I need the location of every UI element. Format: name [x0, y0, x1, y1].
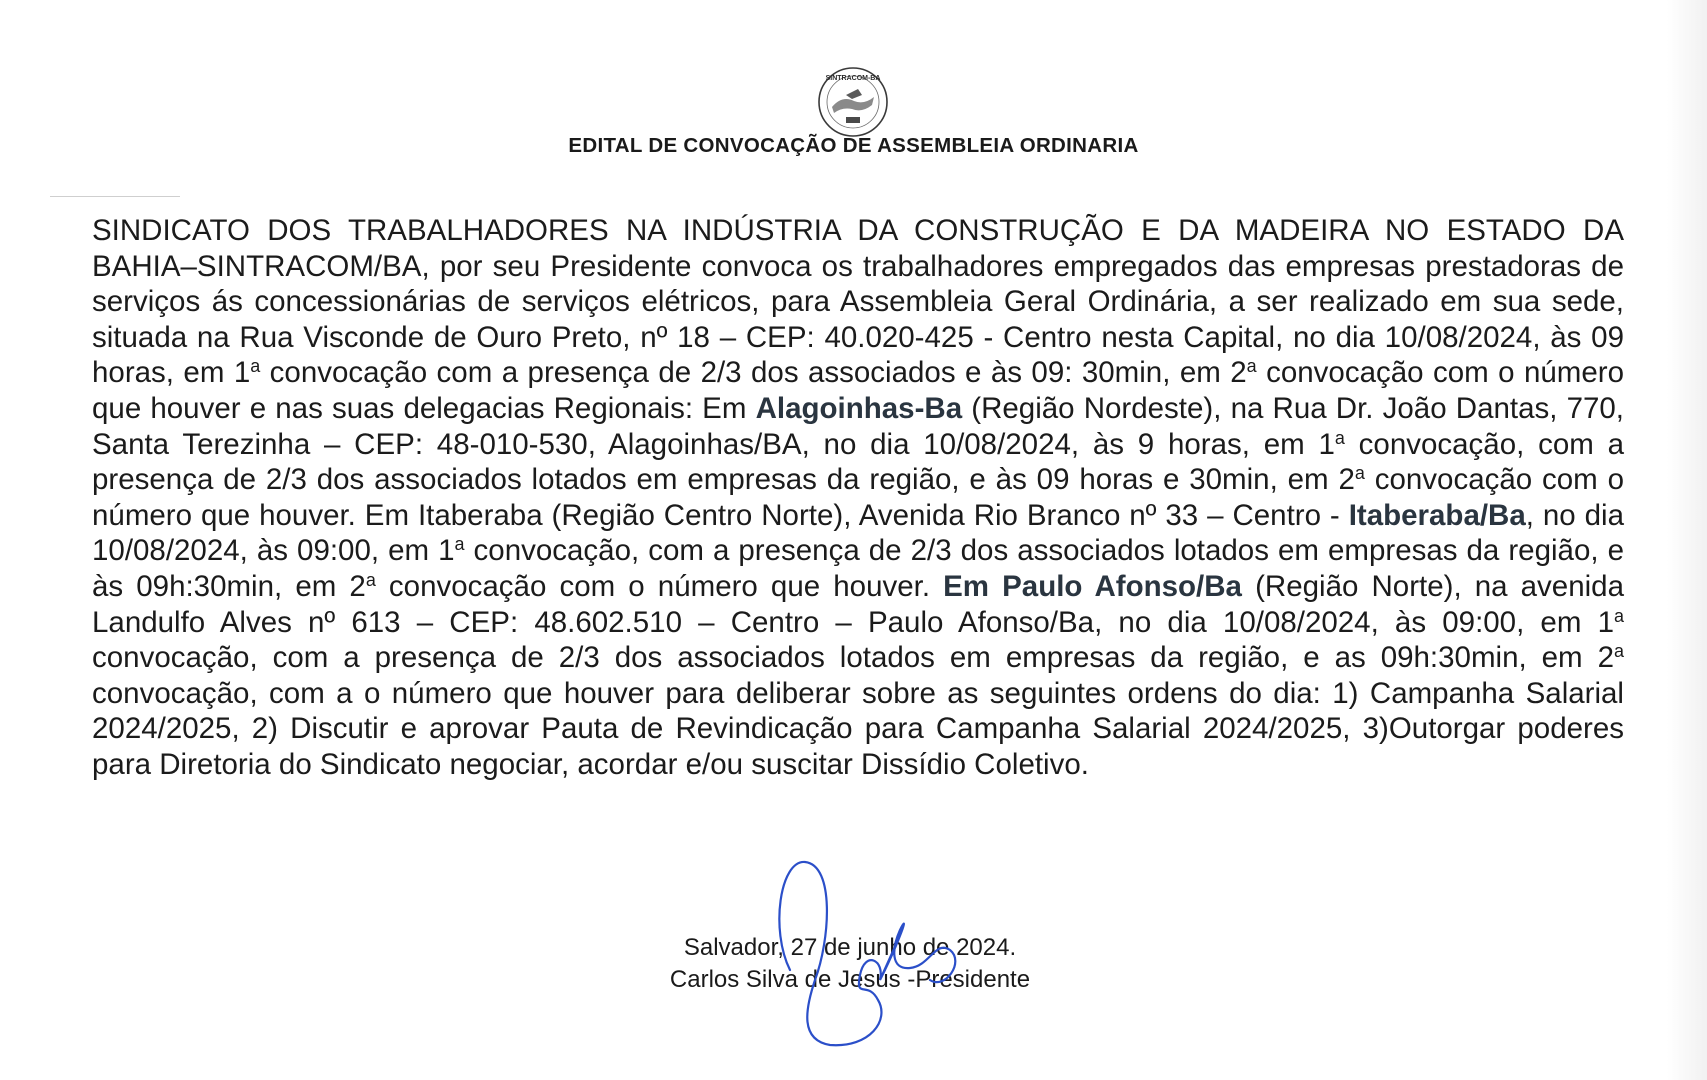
convocation-body	[92, 213, 1624, 783]
ordinal-indicator: a	[1613, 605, 1624, 626]
body-text-segment: convocação, com a o número que houver para deliberar sobre as seguintes ordens do dia: 1) Campanha Salarial 2024/2025, 2) Discutir e aprovar Pauta de Revindicação para Campanha Salarial 2024/2025, 3)Outorgar poderes para Diretoria do Sindicato negociar, acordar e/ou suscitar Dissídio Coletivo.	[92, 676, 1624, 781]
handwritten-signature	[760, 850, 990, 1050]
page-edge-shadow	[1667, 0, 1707, 1080]
bold-location-alagoinhas: Alagoinhas-Ba	[755, 391, 963, 425]
body-text-segment: convocação com a presença de 2/3 dos associados e às 09: 30min, em 2	[260, 356, 1247, 390]
body-text-segment: convocação, com a presença de 2/3 dos associados lotados em empresas da região, e às 09h:30min, em 2	[92, 534, 1624, 603]
ordinal-indicator: a	[365, 569, 376, 590]
faint-rule	[50, 196, 180, 197]
signatory-name: Carlos Silva de Jesus -Presidente	[669, 966, 1031, 993]
body-text-segment: SINDICATO DOS TRABALHADORES NA INDÚSTRIA DA CONSTRUÇÃO E DA MADEIRA NO ESTADO DA BAHIA–SINTRACOM/BA, por seu Presidente convoca os trabalhadores empregados das empresas prestadoras de serviços ás concessionárias de serviços elétricos, para Assembleia Geral Ordinária, a ser realizado em sua sede, situada na Rua Visconde de Ouro Preto, nº 18 – CEP: 40.020-425 - Centro nesta Capital, no dia 10/08/2024, às 09 horas, em 1	[92, 214, 1624, 390]
union-seal-logo	[816, 65, 890, 139]
ordinal-indicator: a	[1334, 427, 1345, 448]
body-text-segment: convocação com o número que houver e nas suas delegacias Regionais: Em	[92, 356, 1624, 425]
bold-location-itaberaba: Itaberaba/Ba	[1348, 498, 1526, 532]
body-text-segment: convocação, com a presença de 2/3 dos associados lotados em empresas da região, e às 09 horas e 30min, em 2	[92, 427, 1624, 497]
body-text-segment: convocação com o número que houver.	[375, 569, 944, 603]
body-text-segment: convocação, com a presença de 2/3 dos associados lotados em empresas da região, e as 09h:30min, em 2	[92, 641, 1614, 675]
svg-text:SINTRACOM-BA: SINTRACOM-BA	[825, 75, 881, 82]
body-text-segment: , no dia 10/08/2024, às 09:00, em 1	[92, 498, 1624, 568]
body-text-segment: (Região Nordeste), na Rua Dr. João Dantas, 770, Santa Terezinha – CEP: 48-010-530, Alagoinhas/BA, no dia 10/08/2024, às 9 horas, em 1	[92, 391, 1624, 461]
ordinal-indicator: a	[1613, 641, 1624, 662]
document-title: EDITAL DE CONVOCAÇÃO DE ASSEMBLEIA ORDINARIA	[568, 134, 1139, 157]
body-text-segment: convocação com o número que houver. Em Itaberaba (Região Centro Norte), Avenida Rio Branco nº 33 – Centro -	[92, 463, 1624, 532]
ordinal-indicator: a	[454, 534, 465, 555]
ordinal-indicator: a	[1246, 356, 1257, 377]
place-date: Salvador, 27 de junho de 2024.	[683, 934, 1017, 961]
bold-location-paulo-afonso: Em Paulo Afonso/Ba	[943, 569, 1242, 603]
body-text-segment: (Região Norte), na avenida Landulfo Alves nº 613 – CEP: 48.602.510 – Centro – Paulo Afonso/Ba, no dia 10/08/2024, às 09:00, em 1	[92, 569, 1624, 639]
ordinal-indicator: a	[1354, 463, 1365, 484]
ordinal-indicator: a	[250, 356, 261, 377]
